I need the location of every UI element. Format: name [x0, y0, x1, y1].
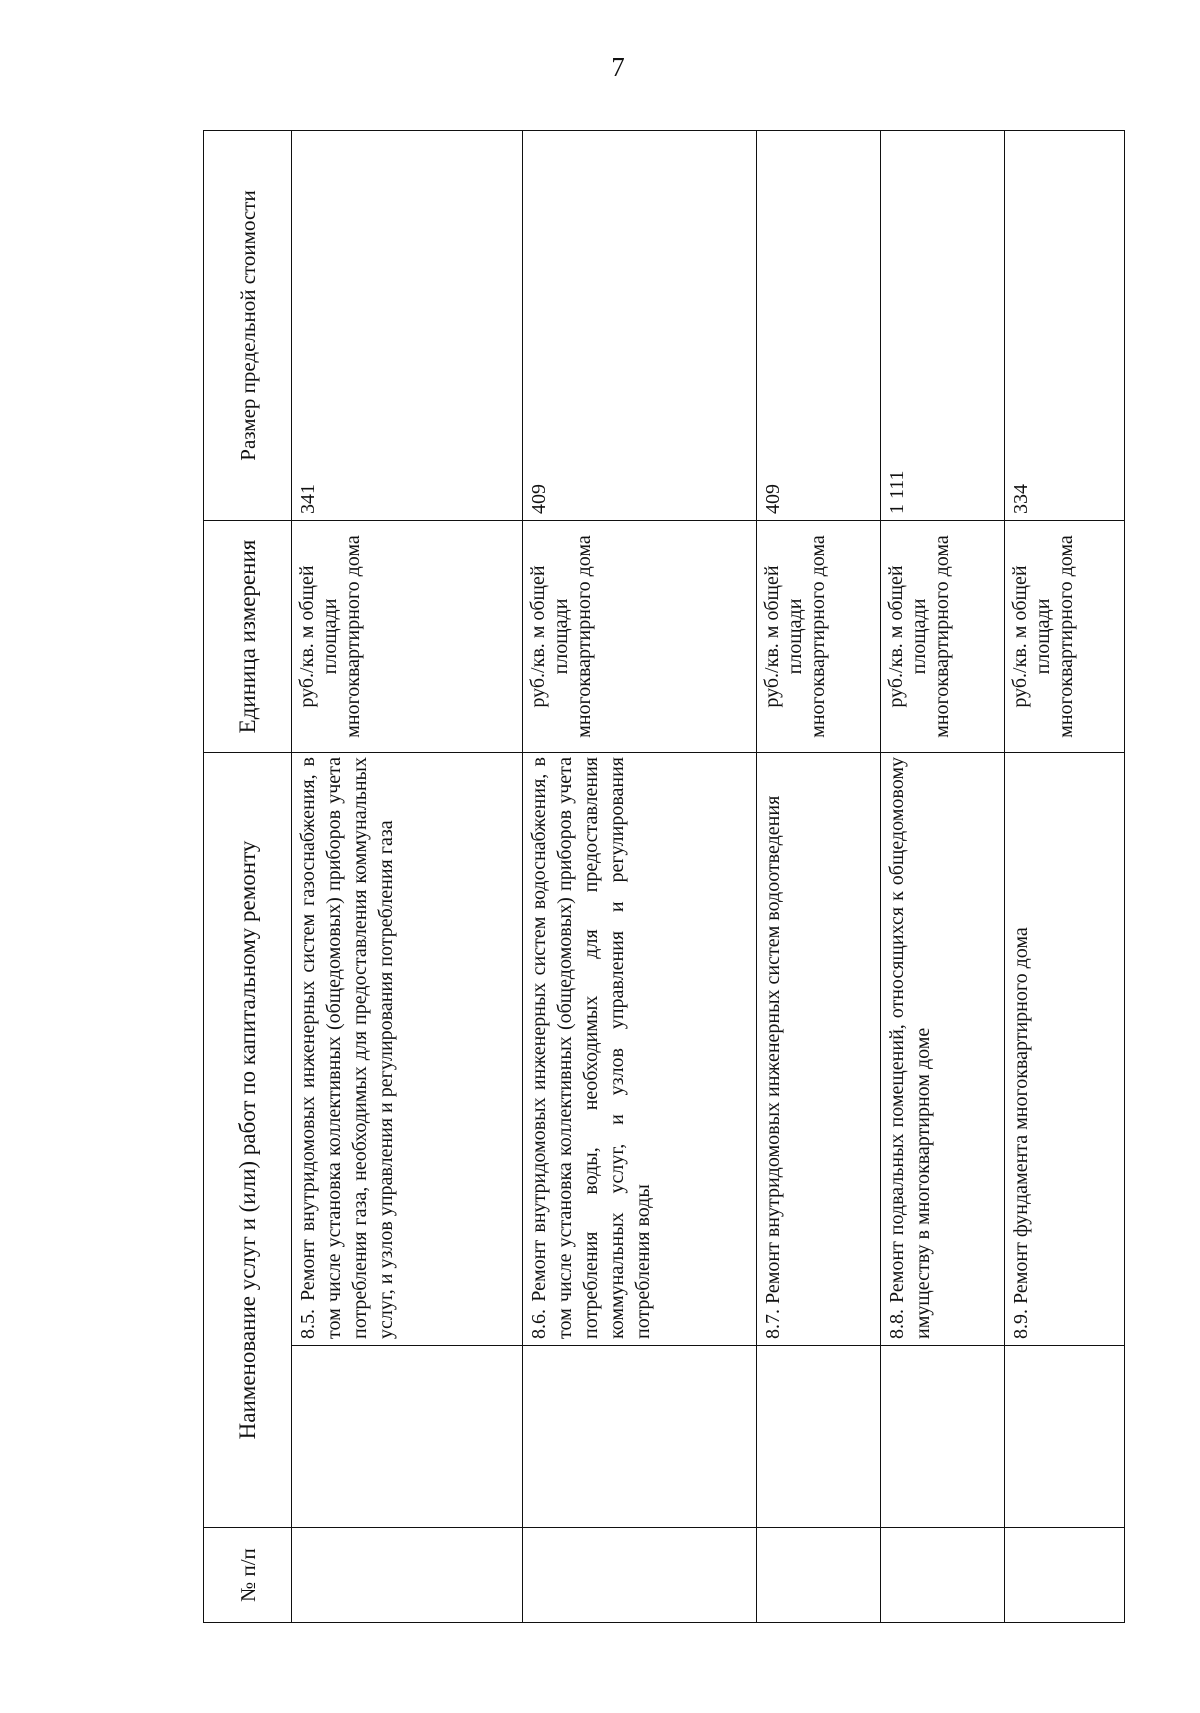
row-description: 8.6. Ремонт внутридомовых инженерных систем водоснабжения, в том числе установка коллективных (общедомовых) приборов учета потребления воды, необходимых для предоставления коммунальных услуг, и узлов управления и регулирования потребления воды	[523, 753, 757, 1346]
cost-table	[203, 130, 1125, 1623]
row-num-cell	[1005, 1528, 1125, 1623]
row-description: 8.7. Ремонт внутридомовых инженерных систем водоотведения	[757, 753, 881, 1346]
table-row	[523, 131, 757, 1623]
rotated-table-container	[203, 131, 1115, 1623]
table-row	[881, 131, 1005, 1623]
page-number: 7	[611, 52, 625, 82]
row-num-cell	[757, 1528, 881, 1623]
row-description: 8.5. Ремонт внутридомовых инженерных систем газоснабжения, в том числе установка коллективных (общедомовых) приборов учета потребления газа, необходимых для предоставления коммунальных услуг, и узлов управления и регулирования потребления газа	[292, 753, 523, 1346]
row-spacer-cell	[757, 1346, 881, 1528]
row-price: 409	[523, 131, 757, 521]
row-num-cell	[292, 1528, 523, 1623]
row-price: 341	[292, 131, 523, 521]
row-price: 334	[1005, 131, 1125, 521]
row-unit: руб./кв. м общей площади многоквартирного дома	[881, 521, 1005, 753]
row-spacer-cell	[881, 1346, 1005, 1528]
row-spacer-cell	[292, 1346, 523, 1528]
header-num: № п/п	[204, 1528, 292, 1623]
row-num-cell	[881, 1528, 1005, 1623]
table-row	[1005, 131, 1125, 1623]
header-row	[204, 131, 292, 1623]
row-spacer-cell	[523, 1346, 757, 1528]
row-num-cell	[523, 1528, 757, 1623]
row-description: 8.9. Ремонт фундамента многоквартирного дома	[1005, 753, 1125, 1346]
row-unit: руб./кв. м общей площади многоквартирного дома	[292, 521, 523, 753]
table-row	[757, 131, 881, 1623]
row-spacer-cell	[1005, 1346, 1125, 1528]
header-name: Наименование услуг и (или) работ по капитальному ремонту	[204, 753, 292, 1528]
header-price: Размер предельной стоимости	[204, 131, 292, 521]
row-description: 8.8. Ремонт подвальных помещений, относящихся к общедомовому имуществу в многоквартирном доме	[881, 753, 1005, 1346]
row-unit: руб./кв. м общей площади многоквартирного дома	[523, 521, 757, 753]
row-price: 409	[757, 131, 881, 521]
row-unit: руб./кв. м общей площади многоквартирного дома	[757, 521, 881, 753]
row-unit: руб./кв. м общей площади многоквартирного дома	[1005, 521, 1125, 753]
header-unit: Единица измерения	[204, 521, 292, 753]
table-row	[292, 131, 523, 1623]
row-price: 1 111	[881, 131, 1005, 521]
